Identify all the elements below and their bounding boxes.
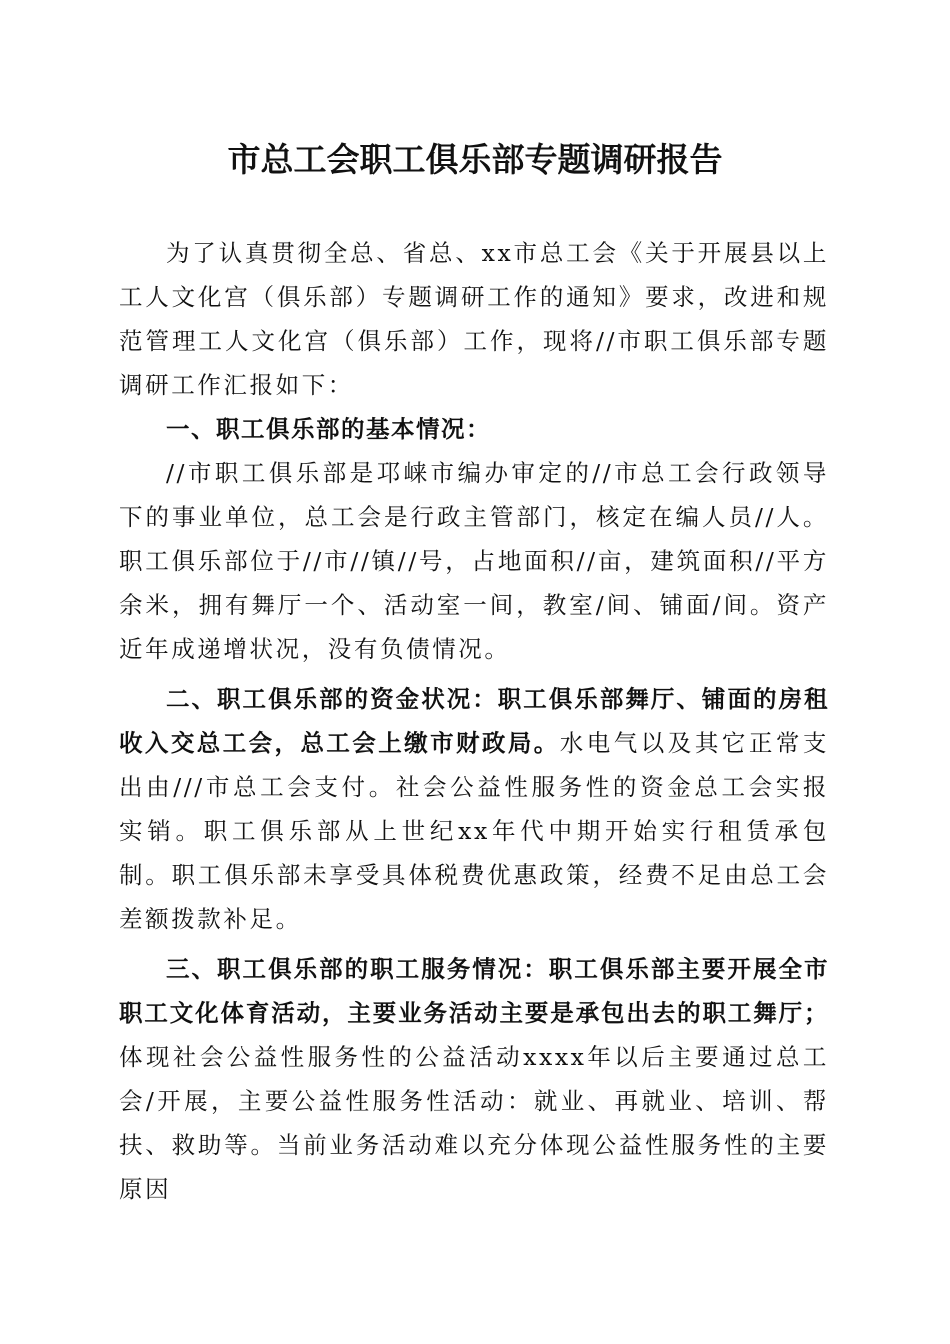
section-1-paragraph bbox=[119, 407, 829, 451]
section-3-heading: 三、职工俱乐部的职工服务情况：职工俱乐部主要开展全市职工文化体育活动，主要业务活动主要是承包出去的职工舞厅； bbox=[119, 955, 829, 1027]
document-title: 市总工会职工俱乐部专题调研报告 bbox=[227, 140, 723, 179]
document-body bbox=[119, 231, 829, 1211]
section-2-body: 水电气以及其它正常支出由///市总工会支付。社会公益性服务性的资金总工会实报实销。职工俱乐部从上世纪xx年代中期开始实行租赁承包制。职工俱乐部未享受具体税费优惠政策，经费不足由总工会差额拨款补足。 bbox=[119, 729, 830, 933]
section-1-heading: 一、职工俱乐部的基本情况： bbox=[166, 415, 491, 443]
section-2-heading: 二、职工俱乐部的资金状况：职工俱乐部舞厅、铺面的房租收入交总工会，总工会上缴市财政局。 bbox=[119, 685, 829, 757]
intro-paragraph: 为了认真贯彻全总、省总、xx市总工会《关于开展县以上工人文化宫（俱乐部）专题调研工作的通知》要求，改进和规范管理工人文化宫（俱乐部）工作，现将//市职工俱乐部专题调研工作汇报如下： bbox=[119, 239, 829, 399]
section-1-body: //市职工俱乐部是邛崃市编办审定的//市总工会行政领导下的事业单位，总工会是行政主管部门，核定在编人员//人。职工俱乐部位于//市//镇//号，占地面积//亩，建筑面积//平方余米，拥有舞厅一个、活动室一间，教室/间、铺面/间。资产近年成递增状况，没有负债情况。 bbox=[119, 459, 829, 663]
section-3-paragraph bbox=[119, 947, 829, 1211]
section-3-body: 体现社会公益性服务性的公益活动xxxx年以后主要通过总工会/开展，主要公益性服务性活动：就业、再就业、培训、帮扶、救助等。当前业务活动难以充分体现公益性服务性的主要原因 bbox=[119, 1043, 829, 1203]
section-2-paragraph bbox=[119, 677, 829, 941]
